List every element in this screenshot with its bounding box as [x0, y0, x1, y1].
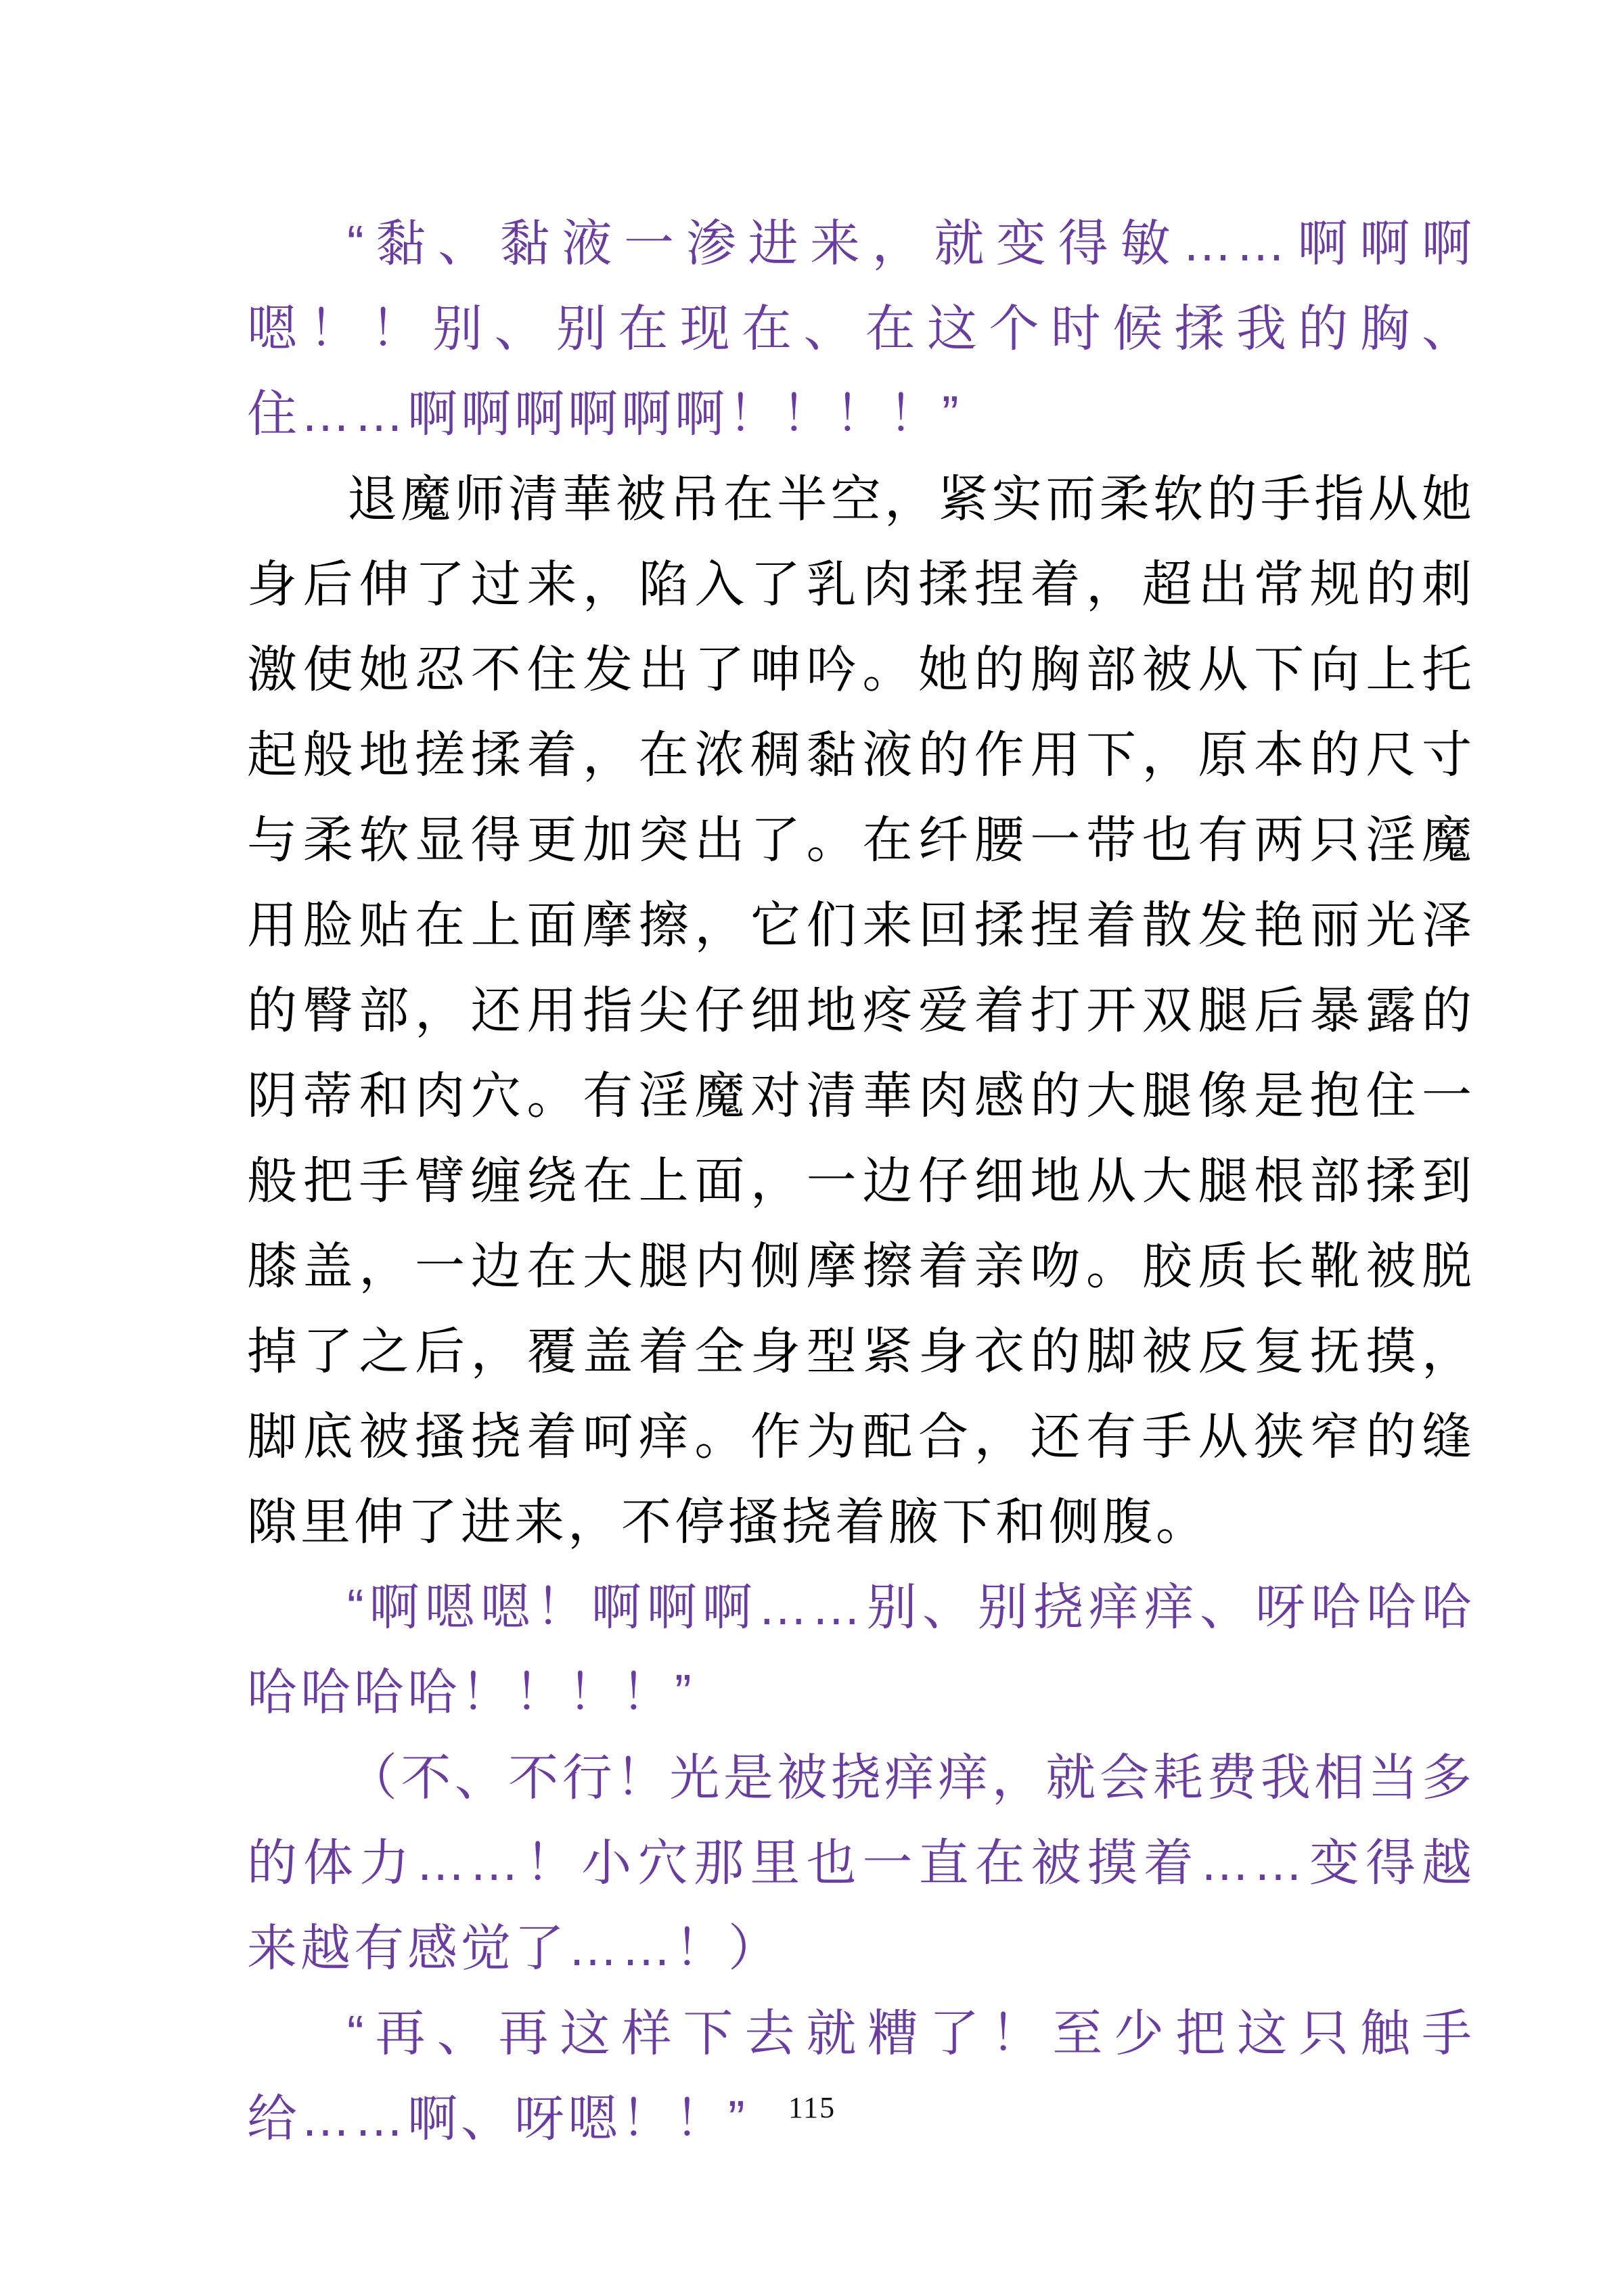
paragraph-inner-thought: （不、不行！光是被挠痒痒，就会耗费我相当多的体力……！小穴那里也一直在被摸着……变得越来越有感觉了……！） — [247, 1749, 1475, 1976]
page-number: 115 — [788, 2091, 836, 2124]
text-block — [247, 201, 1475, 2161]
paragraph-narration: 退魔师清華被吊在半空，紧实而柔软的手指从她身后伸了过来，陷入了乳肉揉捏着，超出常规的刺激使她忍不住发出了呻吟。她的胸部被从下向上托起般地搓揉着，在浓稠黏液的作用下，原本的尺寸与柔软显得更加突出了。在纤腰一带也有两只淫魔用脸贴在上面摩擦，它们来回揉捏着散发艳丽光泽的臀部，还用指尖仔细地疼爱着打开双腿后暴露的阴蒂和肉穴。有淫魔对清華肉感的大腿像是抱住一般把手臂缠绕在上面，一边仔细地从大腿根部揉到膝盖，一边在大腿内侧摩擦着亲吻。胶质长靴被脱掉了之后，覆盖着全身型紧身衣的脚被反复抚摸，脚底被搔挠着呵痒。作为配合，还有手从狭窄的缝隙里伸了进来，不停搔挠着腋下和侧腹。 — [247, 471, 1475, 1550]
paragraph-dialogue: “黏、黏液一渗进来，就变得敏……啊啊啊嗯！！别、别在现在、在这个时候揉我的胸、住……啊啊啊啊啊啊！！！！” — [247, 215, 1475, 442]
paragraph-dialogue: “啊嗯嗯！啊啊啊……别、别挠痒痒、呀哈哈哈哈哈哈哈！！！！” — [247, 1579, 1475, 1720]
paragraph-dialogue: “再、再这样下去就糟了！至少把这只触手给……啊、呀嗯！！” — [247, 2005, 1475, 2146]
